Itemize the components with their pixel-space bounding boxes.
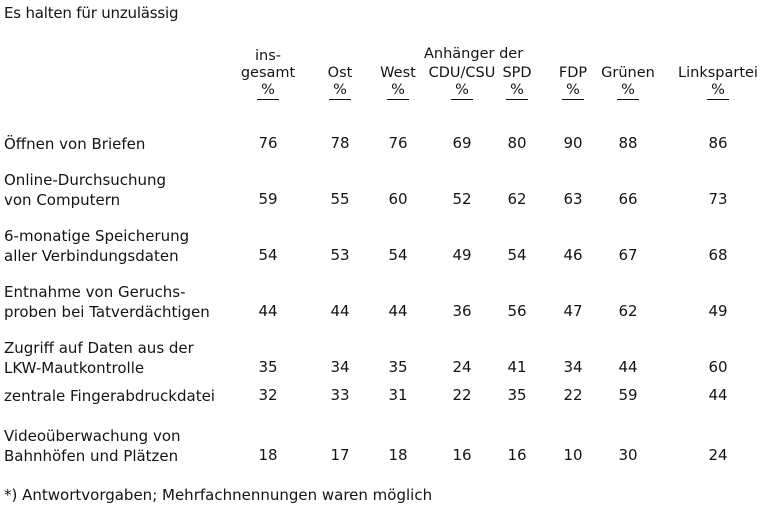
table-cell: 16 — [452, 446, 472, 464]
table-cell: 41 — [507, 358, 527, 376]
column-header — [673, 65, 763, 100]
column-header-label: ins- — [254, 48, 281, 64]
table-cell: 52 — [452, 190, 472, 208]
table-cell: 18 — [258, 446, 278, 464]
group-header: Anhänger der — [424, 46, 524, 62]
table-cell: 59 — [258, 190, 278, 208]
column-unit: % — [707, 82, 729, 100]
row-label-line: Entnahme von Geruchs- — [4, 283, 186, 301]
row-label — [4, 282, 210, 322]
row-label — [4, 338, 194, 378]
row-label-line: Zugriff auf Daten aus der — [4, 339, 194, 357]
table-cell: 59 — [618, 386, 638, 404]
table-cell: 54 — [388, 246, 408, 264]
table-cell: 32 — [258, 386, 278, 404]
column-unit: % — [617, 82, 639, 100]
column-unit: % — [562, 82, 584, 100]
row-label — [4, 170, 166, 210]
table-cell: 34 — [563, 358, 583, 376]
column-header — [583, 65, 673, 100]
table-cell: 44 — [708, 386, 728, 404]
table-cell: 31 — [388, 386, 408, 404]
table-cell: 24 — [452, 358, 472, 376]
column-unit: % — [387, 82, 409, 100]
table-title: Es halten für unzulässig — [4, 4, 179, 22]
row-label — [4, 134, 145, 154]
table-cell: 10 — [563, 446, 583, 464]
column-header-label: Grünen — [601, 65, 655, 81]
row-label — [4, 386, 215, 406]
row-label-line: 6-monatige Speicherung — [4, 227, 190, 245]
table-cell: 17 — [330, 446, 350, 464]
table-cell: 44 — [258, 302, 278, 320]
column-header-label: FDP — [558, 65, 588, 81]
table-cell: 55 — [330, 190, 350, 208]
row-label-line: Online-Durchsuchung — [4, 171, 167, 189]
row-label-line: Öffnen von Briefen — [4, 135, 146, 153]
table-cell: 56 — [507, 302, 527, 320]
table-cell: 18 — [388, 446, 408, 464]
column-unit: % — [329, 82, 351, 100]
table-cell: 49 — [452, 246, 472, 264]
table-cell: 44 — [618, 358, 638, 376]
table-cell: 69 — [452, 134, 472, 152]
table-cell: 35 — [258, 358, 278, 376]
table-cell: 73 — [708, 190, 728, 208]
table-cell: 46 — [563, 246, 583, 264]
table-cell: 63 — [563, 190, 583, 208]
table-cell: 35 — [507, 386, 527, 404]
table-cell: 33 — [330, 386, 350, 404]
row-label-line: Bahnhöfen und Plätzen — [4, 447, 179, 465]
footnote: *) Antwortvorgaben; Mehrfachnennungen waren möglich — [4, 486, 433, 504]
table-cell: 67 — [618, 246, 638, 264]
table-cell: 80 — [507, 134, 527, 152]
row-label — [4, 226, 189, 266]
row-label — [4, 426, 181, 466]
table-cell: 68 — [708, 246, 728, 264]
table-cell: 34 — [330, 358, 350, 376]
column-header-label: Linkspartei — [678, 65, 758, 81]
table-cell: 49 — [708, 302, 728, 320]
table-cell: 22 — [563, 386, 583, 404]
row-label-line: von Computern — [4, 191, 121, 209]
column-header-label: West — [380, 65, 416, 81]
table-cell: 16 — [507, 446, 527, 464]
table-cell: 36 — [452, 302, 472, 320]
table-cell: 24 — [708, 446, 728, 464]
table-cell: 44 — [388, 302, 408, 320]
table-cell: 54 — [507, 246, 527, 264]
table-cell: 30 — [618, 446, 638, 464]
table-cell: 60 — [388, 190, 408, 208]
table-cell: 90 — [563, 134, 583, 152]
table-cell: 86 — [708, 134, 728, 152]
table-cell: 44 — [330, 302, 350, 320]
row-label-line: Videoüberwachung von — [4, 427, 181, 445]
row-label-line: proben bei Tatverdächtigen — [4, 303, 210, 321]
column-header-label: SPD — [502, 65, 532, 81]
column-unit: % — [451, 82, 473, 100]
table-cell: 47 — [563, 302, 583, 320]
table-cell: 76 — [388, 134, 408, 152]
column-unit: % — [257, 82, 279, 100]
table-cell: 35 — [388, 358, 408, 376]
table-cell: 54 — [258, 246, 278, 264]
column-header-label: gesamt — [240, 65, 296, 81]
column-header-label: CDU/CSU — [428, 65, 496, 81]
row-label-line: aller Verbindungsdaten — [4, 247, 179, 265]
table-cell: 66 — [618, 190, 638, 208]
table-cell: 53 — [330, 246, 350, 264]
table-cell: 22 — [452, 386, 472, 404]
row-label-line: zentrale Fingerabdruckdatei — [4, 387, 215, 405]
table-cell: 62 — [507, 190, 527, 208]
column-unit: % — [506, 82, 528, 100]
table-cell: 60 — [708, 358, 728, 376]
table-cell: 76 — [258, 134, 278, 152]
table-cell: 62 — [618, 302, 638, 320]
table-cell: 88 — [618, 134, 638, 152]
column-header-label: Ost — [327, 65, 353, 81]
table-cell: 78 — [330, 134, 350, 152]
row-label-line: LKW-Mautkontrolle — [4, 359, 145, 377]
